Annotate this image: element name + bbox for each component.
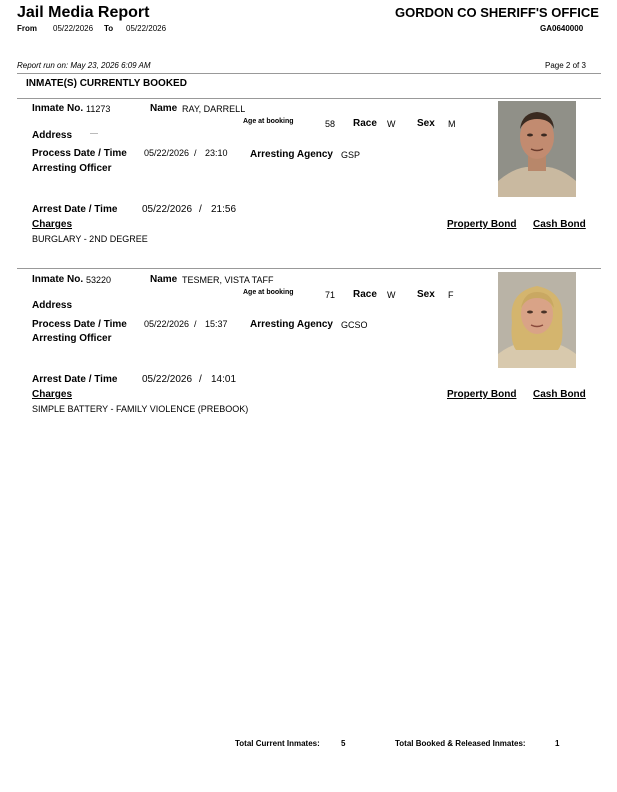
total-booked-label: Total Booked & Released Inmates: (395, 739, 526, 748)
race-label: Race (353, 289, 377, 300)
process-time: 15:37 (205, 319, 228, 329)
sex-label: Sex (417, 289, 435, 300)
inmate-no-label: Inmate No. (32, 274, 84, 285)
arrest-date: 05/22/2026 (142, 374, 193, 385)
process-date: 05/22/2026 (144, 148, 190, 158)
agency-label: Arresting Agency (250, 319, 333, 330)
process-time: 23:10 (205, 148, 228, 158)
process-date: 05/22/2026 (144, 319, 190, 329)
age-label: Age at booking (243, 289, 294, 296)
slash: / (199, 204, 202, 215)
inmate-name: TESMER, VISTA TAFF (182, 275, 274, 285)
total-current-value: 5 (341, 739, 346, 748)
from-label: From (17, 24, 37, 33)
run-on: Report run on: May 23, 2026 6:09 AM (17, 61, 151, 70)
to-date: 05/22/2026 (126, 24, 167, 33)
slash: / (199, 374, 202, 385)
agency-label: Arresting Agency (250, 149, 333, 160)
inmate-no: 53220 (86, 275, 112, 285)
arrest-time: 21:56 (211, 204, 237, 215)
slash: / (194, 319, 197, 329)
mugshot-photo (498, 272, 576, 368)
race-value: W (387, 119, 396, 129)
from-date: 05/22/2026 (53, 24, 94, 33)
address-label: Address (32, 300, 73, 311)
cash-bond-label: Cash Bond (533, 389, 586, 400)
arrest-time: 14:01 (211, 374, 237, 385)
arrest-date: 05/22/2026 (142, 204, 193, 215)
sex-value: F (448, 290, 454, 300)
report-title: Jail Media Report (17, 4, 150, 21)
total-current-label: Total Current Inmates: (235, 739, 320, 748)
process-label: Process Date / Time (32, 148, 127, 159)
inmate-no: 11273 (86, 104, 111, 114)
ori-code: GA0640000 (540, 24, 584, 33)
race-label: Race (353, 118, 377, 129)
charges-label: Charges (32, 219, 73, 230)
slash: / (194, 148, 197, 158)
office-name: GORDON CO SHERIFF'S OFFICE (395, 5, 599, 20)
to-label: To (104, 24, 114, 33)
age-value: 58 (325, 119, 336, 129)
charges-label: Charges (32, 389, 73, 400)
section-title: INMATE(S) CURRENTLY BOOKED (26, 78, 187, 89)
record-divider (17, 268, 601, 269)
process-label: Process Date / Time (32, 319, 127, 330)
arrest-label: Arrest Date / Time (32, 204, 118, 215)
address-label: Address (32, 130, 73, 141)
officer-label: Arresting Officer (32, 163, 112, 174)
charge-text: SIMPLE BATTERY - FAMILY VIOLENCE (PREBOOK) (32, 404, 249, 414)
sex-label: Sex (417, 118, 435, 129)
total-booked-value: 1 (555, 739, 560, 748)
property-bond-label: Property Bond (447, 219, 517, 230)
inmate-no-label: Inmate No. (32, 103, 84, 114)
name-label: Name (150, 103, 178, 114)
cash-bond-label: Cash Bond (533, 219, 586, 230)
sex-value: M (448, 119, 456, 129)
age-value: 71 (325, 290, 336, 300)
age-label: Age at booking (243, 118, 294, 125)
section-divider (17, 98, 601, 99)
redaction-mark (90, 133, 98, 134)
agency-value: GSP (341, 150, 361, 160)
name-label: Name (150, 274, 178, 285)
officer-label: Arresting Officer (32, 333, 112, 344)
race-value: W (387, 290, 396, 300)
page-number: Page 2 of 3 (545, 61, 586, 70)
arrest-label: Arrest Date / Time (32, 374, 118, 385)
charge-text: BURGLARY - 2ND DEGREE (32, 234, 148, 244)
property-bond-label: Property Bond (447, 389, 517, 400)
mugshot-photo (498, 101, 576, 197)
inmate-name: RAY, DARRELL (182, 104, 246, 114)
agency-value: GCSO (341, 320, 368, 330)
header-divider (17, 73, 601, 74)
